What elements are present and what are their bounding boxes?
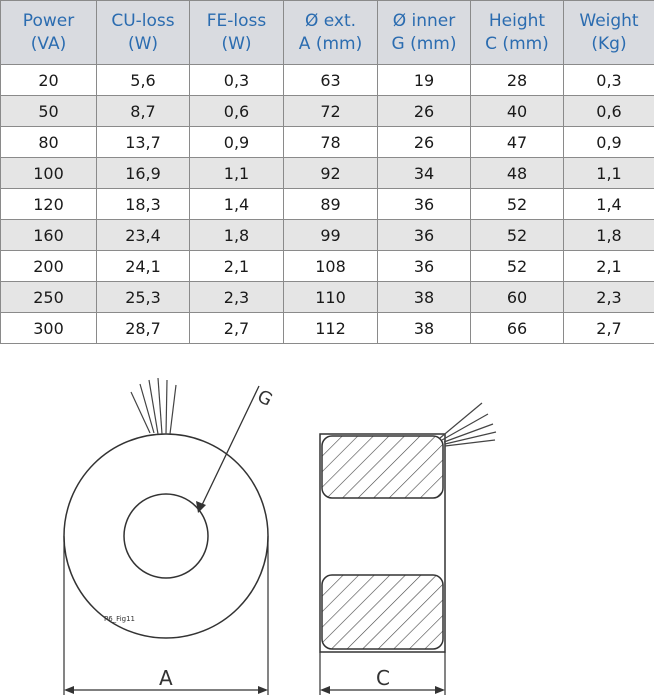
table-cell: 38 [378,282,471,313]
table-cell: 36 [378,220,471,251]
table-cell: 120 [1,189,97,220]
table-cell: 52 [471,189,564,220]
g-leader [196,386,259,513]
table-cell: 5,6 [97,65,190,96]
table-cell: 16,9 [97,158,190,189]
table-row [1,158,654,189]
table-cell: 2,3 [564,282,654,313]
table-cell: 28 [471,65,564,96]
table-cell: 2,3 [190,282,284,313]
table-cell: 160 [1,220,97,251]
table-row [1,65,654,96]
header-cu-loss: CU-loss (W) [97,1,190,65]
table-row [1,220,654,251]
table-cell: 0,6 [564,96,654,127]
table-cell: 1,1 [564,158,654,189]
table-row [1,251,654,282]
table-cell: 2,1 [564,251,654,282]
table-cell: 66 [471,313,564,344]
table-cell: 28,7 [97,313,190,344]
table-cell: 2,7 [190,313,284,344]
table-cell: 92 [284,158,378,189]
table-cell: 1,4 [190,189,284,220]
header-height: Height C (mm) [471,1,564,65]
table-cell: 2,7 [564,313,654,344]
header-diameter-ext: Ø ext. A (mm) [284,1,378,65]
toroid-drawing [0,345,654,698]
table-cell: 47 [471,127,564,158]
table-row [1,282,654,313]
lead-wires-side [440,403,496,446]
table-cell: 52 [471,251,564,282]
header-power: Power (VA) [1,1,97,65]
table-cell: 24,1 [97,251,190,282]
table-cell: 1,8 [190,220,284,251]
table-cell: 26 [378,96,471,127]
table-cell: 78 [284,127,378,158]
table-cell: 48 [471,158,564,189]
table-cell: 0,3 [564,65,654,96]
table-cell: 0,9 [190,127,284,158]
label-c: C [376,666,390,690]
figure-tag: P6_Fig11 [104,615,135,623]
front-view [64,378,276,695]
table-cell: 36 [378,189,471,220]
table-cell: 112 [284,313,378,344]
header-row [1,1,654,65]
table-cell: 100 [1,158,97,189]
table-cell: 63 [284,65,378,96]
table-cell: 300 [1,313,97,344]
table-cell: 13,7 [97,127,190,158]
table-cell: 0,9 [564,127,654,158]
table-cell: 108 [284,251,378,282]
table-cell: 40 [471,96,564,127]
table-cell: 99 [284,220,378,251]
hatched-top [322,436,443,498]
table-cell: 26 [378,127,471,158]
table-row [1,96,654,127]
table-cell: 25,3 [97,282,190,313]
table-cell: 250 [1,282,97,313]
table-cell: 89 [284,189,378,220]
lead-wires-front [131,378,176,434]
table-cell: 23,4 [97,220,190,251]
table-cell: 36 [378,251,471,282]
table-cell: 1,8 [564,220,654,251]
header-diameter-inner: Ø inner G (mm) [378,1,471,65]
table-cell: 2,1 [190,251,284,282]
table-row [1,127,654,158]
table-row [1,189,654,220]
table-cell: 18,3 [97,189,190,220]
label-a: A [159,666,173,690]
table-cell: 34 [378,158,471,189]
table-cell: 1,4 [564,189,654,220]
table-cell: 60 [471,282,564,313]
table-cell: 19 [378,65,471,96]
label-g: G [253,385,276,411]
header-fe-loss: FE-loss (W) [190,1,284,65]
table-cell: 38 [378,313,471,344]
table-cell: 72 [284,96,378,127]
table-body [1,65,654,344]
table-cell: 20 [1,65,97,96]
spec-table [0,0,654,344]
table-cell: 200 [1,251,97,282]
inner-hole [124,494,208,578]
table-cell: 0,6 [190,96,284,127]
table-cell: 110 [284,282,378,313]
table-cell: 80 [1,127,97,158]
table-row [1,313,654,344]
outer-ring [64,434,268,638]
table-cell: 50 [1,96,97,127]
table-cell: 0,3 [190,65,284,96]
side-view [320,403,496,695]
hatched-bottom [322,575,443,649]
table-cell: 52 [471,220,564,251]
table-cell: 8,7 [97,96,190,127]
header-weight: Weight (Kg) [564,1,654,65]
table-cell: 1,1 [190,158,284,189]
